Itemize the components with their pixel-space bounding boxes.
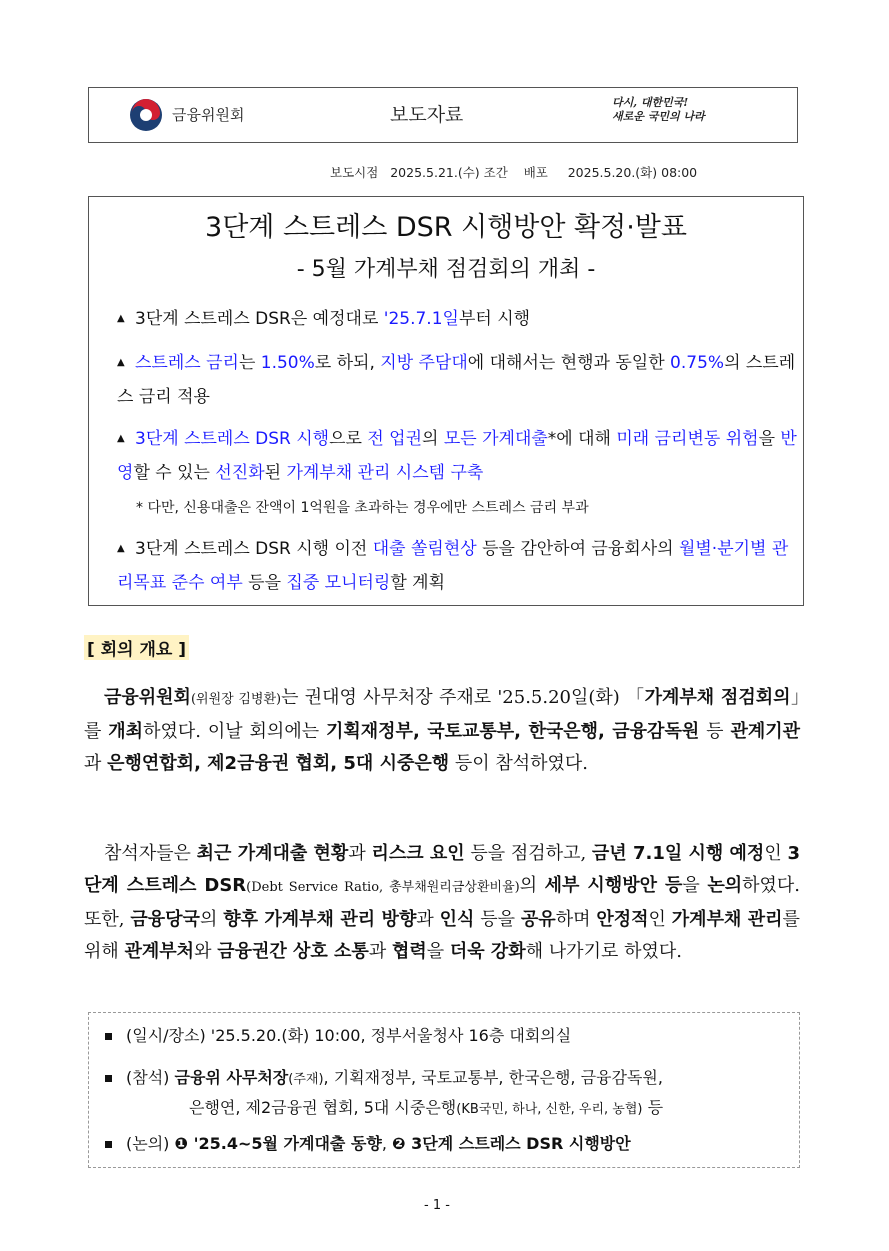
embargo-label: 보도시점 [330,165,379,180]
summary-bullet: ▲ 3단계 스트레스 DSR은 예정대로 '25.7.1일부터 시행 [117,302,797,336]
release-info [330,163,697,181]
info-item-agenda: (논의) ❶ '25.4~5월 가계대출 동향, ❷ 3단계 스트레스 DSR 시행방안 [105,1130,631,1158]
info-label: (논의) [126,1134,170,1153]
section-heading: [ 회의 개요 ] [84,635,189,660]
info-small: (주재) [288,1072,324,1087]
slogan-line1: 다시, 대한민국! [612,96,689,109]
info-text: '25.5.20.(화) 10:00, 정부서울청사 16층 대회의실 [210,1026,572,1045]
dist-label: 배포 [523,165,548,180]
info-text: , 기획재정부, 국토교통부, 한국은행, 금융감독원, [323,1068,663,1087]
dist-value: 2025.5.20.(화) 08:00 [567,165,698,180]
info-end: 등 [642,1098,664,1117]
info-label: (일시/장소) [126,1026,206,1045]
page-title: 3단계 스트레스 DSR 시행방안 확정·발표 [205,212,687,243]
summary-bullet: ▲ 3단계 스트레스 DSR 시행 이전 대출 쏠림현상 등을 감안하여 금융회사의 월별·분기별 관리목표 준수 여부 등을 집중 모니터링할 계획 [117,532,797,600]
fsc-logo-icon [128,97,164,133]
triangle-bullet-icon: ▲ [117,313,125,324]
info-label: (참석) [126,1068,170,1087]
footnote: * 다만, 신용대출은 잔액이 1억원을 초과하는 경우에만 스트레스 금리 부과 [136,500,589,516]
slogan-line2: 새로운 국민의 나라 [612,110,705,123]
summary-bullet: ▲ 스트레스 금리는 1.50%로 하되, 지방 주담대에 대해서는 현행과 동일한 0.75%의 스트레스 금리 적용 [117,346,797,414]
triangle-bullet-icon: ▲ [117,357,125,368]
info-item-datetime [105,1022,571,1050]
info-small-line2: (KB국민, 하나, 신한, 우리, 농협) [456,1102,643,1117]
agenda-2: ❷ 3단계 스트레스 DSR 시행방안 [392,1134,631,1153]
agenda-1: ❶ '25.4~5월 가계대출 동향 [174,1134,382,1153]
doc-type: 보도자료 [390,104,464,126]
page-number: - 1 - [424,1198,450,1213]
embargo-value: 2025.5.21.(수) 조간 [390,165,508,180]
info-bold: 금융위 사무처장 [174,1068,289,1087]
triangle-bullet-icon: ▲ [117,543,125,554]
info-text-line2: 은행연, 제2금융권 협회, 5대 시중은행 [189,1098,457,1117]
paragraph-2: 참석자들은 최근 가계대출 현황과 리스크 요인 등을 점검하고, 금년 7.1일 시행 예정인 3단계 스트레스 DSR(Debt Service Ratio, 총부채원리금상환비율)의 세부 시행방안 등을 논의하였다. 또한, 금융당국의 향후 가계부채 관리 방향과 인식 등을 공유하며 안정적인 가계부채 관리를 위해 관계부처와 금융권간 상호 소통과 협력을 더욱 강화해 나가기로 하였다. [84,843,800,962]
summary-bullet: ▲ 3단계 스트레스 DSR 시행으로 전 업권의 모든 가계대출*에 대해 미래 금리변동 위험을 반영할 수 있는 선진화된 가계부채 관리 시스템 구축 [117,422,797,490]
page-subtitle: - 5월 가계부채 점검회의 개최 - [296,257,596,282]
slogan [612,96,705,124]
paragraph-1: 금융위원회(위원장 김병환)는 권대영 사무처장 주재로 '25.5.20일(화) 「가계부채 점검회의」를 개최하였다. 이날 회의에는 기획재정부, 국토교통부, 한국은행, 금융감독원 등 관계기관과 은행연합회, 제2금융권 협회, 5대 시중은행 등이 참석하였다. [84,687,801,774]
triangle-bullet-icon: ▲ [117,433,125,444]
info-item-attendees [105,1064,663,1124]
org-name: 금융위원회 [172,106,245,124]
